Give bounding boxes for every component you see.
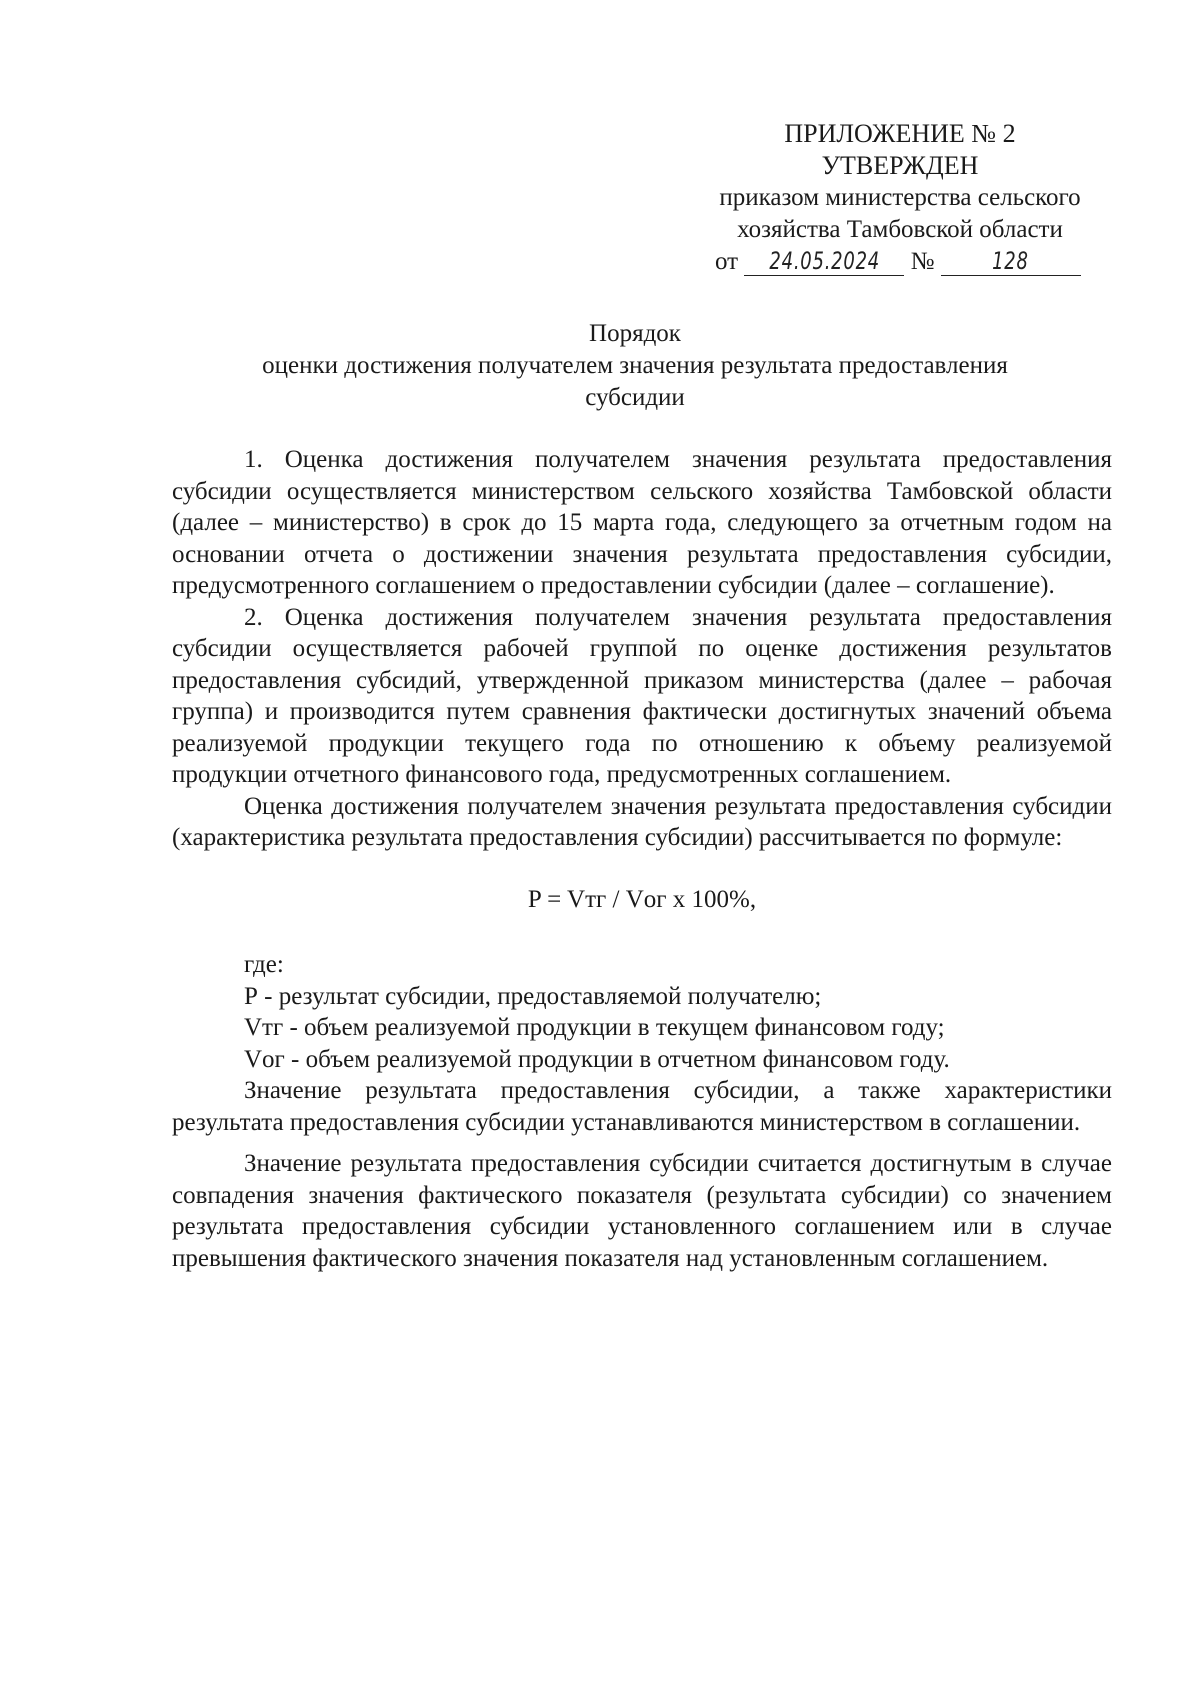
- document-body: [172, 444, 1112, 1274]
- paragraph-3: Оценка достижения получателем значения результата предоставления субсидии (характеристика результата предоставления субсидии) рассчитывается по формуле:: [172, 792, 1112, 851]
- document-title: [160, 318, 1110, 414]
- title-line-1: Порядок: [589, 320, 681, 347]
- title-line-3: субсидии: [585, 384, 685, 411]
- paragraph-2: 2. Оценка достижения получателем значения результата предоставления субсидии осуществляется рабочей группой по оценке достижения результатов предоставления субсидий, утвержденной приказом министерства (далее – рабочая группа) и производится путем сравнения фактически достигнутых значений объема реализуемой продукции текущего года по отношению к объему реализуемой продукции отчетного финансового года, предусмотренных соглашением.: [172, 603, 1112, 788]
- order-line-1: приказом министерства сельского: [719, 184, 1081, 211]
- paragraph-1: 1. Оценка достижения получателем значения результата предоставления субсидии осуществляется министерством сельского хозяйства Тамбовской области (далее – министерство) в срок до 15 марта года, следующего за отчетным годом на основании отчета о достижении значения результата предоставления субсидии, предусмотренного соглашением о предоставлении субсидии (далее – соглашение).: [172, 446, 1112, 599]
- where-label: где:: [244, 951, 284, 978]
- formula: P = Vтг / Vог х 100%,: [527, 885, 757, 913]
- approved-label: УТВЕРЖДЕН: [821, 151, 979, 180]
- order-date-field: [744, 247, 904, 276]
- number-label: №: [910, 248, 935, 275]
- approval-header: [690, 118, 1110, 278]
- order-line-2: хозяйства Тамбовской области: [737, 216, 1063, 243]
- order-date-number-line: [715, 246, 1110, 278]
- definition-vtg: Vтг - объем реализуемой продукции в текущем финансовом году;: [244, 1014, 945, 1041]
- title-line-2: оценки достижения получателем значения результата предоставления: [262, 352, 1008, 379]
- order-date-value: 24.05.2024: [769, 247, 880, 275]
- from-label: от: [715, 248, 739, 275]
- order-number-field: [941, 247, 1081, 276]
- order-number-value: 128: [992, 247, 1030, 275]
- paragraph-5: Значение результата предоставления субсидии считается достигнутым в случае совпадения значения фактического показателя (результата субсидии) со значением результата предоставления субсидии установленного соглашением или в случае превышения фактического значения показателя над установленным соглашением.: [172, 1150, 1112, 1272]
- paragraph-4: Значение результата предоставления субсидии, а также характеристики результата предоставления субсидии устанавливаются министерством в соглашении.: [172, 1077, 1112, 1136]
- definition-p: Р - результат субсидии, предоставляемой получателю;: [244, 982, 822, 1010]
- definition-vog: Vог - объем реализуемой продукции в отчетном финансовом году.: [244, 1045, 950, 1073]
- appendix-number: ПРИЛОЖЕНИЕ № 2: [784, 119, 1016, 148]
